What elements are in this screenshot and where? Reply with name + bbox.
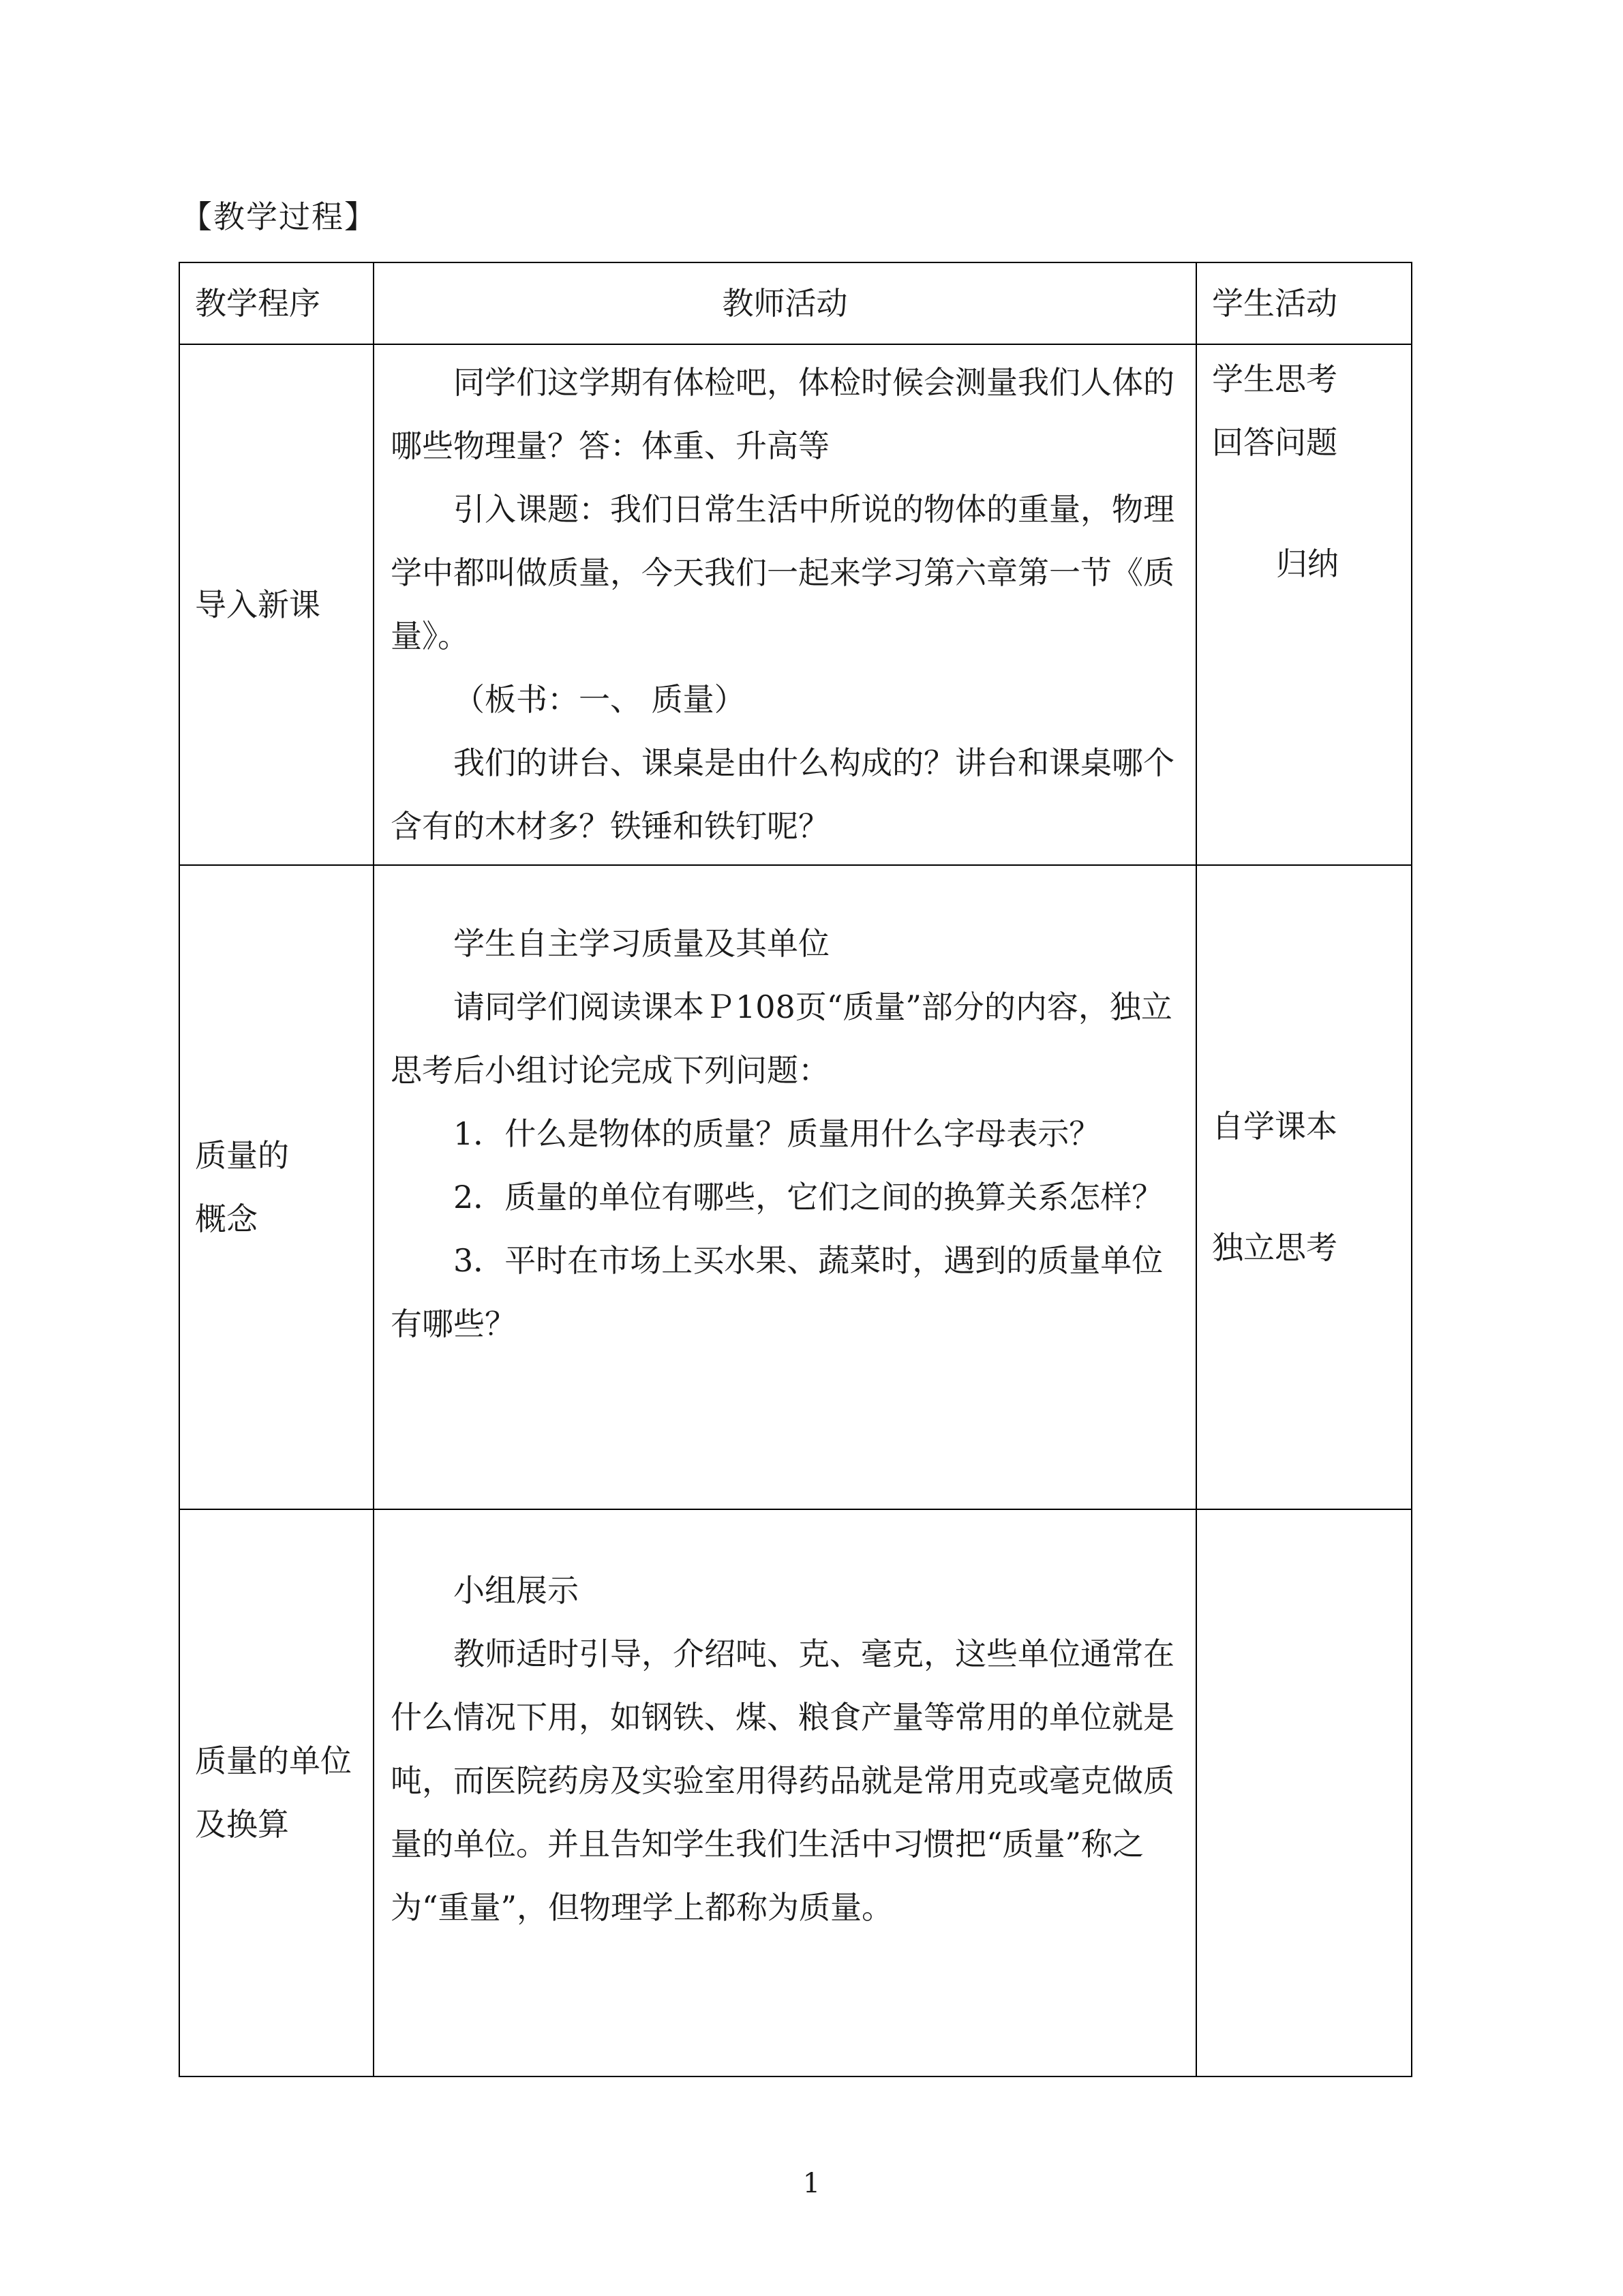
teacher-paragraph: 3．平时在市场上买水果、蔬菜时，遇到的质量单位有哪些？	[391, 1242, 1164, 1342]
student-activity-line: 自学课本	[1212, 1108, 1337, 1145]
stage-label: 质量的	[195, 1136, 289, 1174]
teacher-paragraph: 1．什么是物体的质量？质量用什么字母表示？	[453, 1115, 1101, 1152]
student-activity-line: 回答问题	[1212, 424, 1337, 461]
teacher-activity-cell	[374, 865, 1196, 1509]
student-activity-line: 归纳	[1276, 545, 1339, 582]
student-activity-cell	[1196, 344, 1412, 865]
stage-cell	[179, 344, 374, 865]
student-activity-cell	[1196, 1509, 1412, 2076]
student-activity-line: 独立思考	[1212, 1229, 1337, 1266]
teacher-activity-cell	[374, 1509, 1196, 2076]
teacher-paragraph: 引入课题：我们日常生活中所说的物体的重量，物理学中都叫做质量，今天我们一起来学习第六章第一节《质量》。	[391, 491, 1174, 654]
stage-cell	[179, 1509, 374, 2076]
stage-label: 导入新课	[195, 586, 320, 623]
teaching-process-table	[179, 262, 1412, 2077]
table-row	[179, 865, 1412, 1509]
teacher-paragraph: 请同学们阅读课本Ｐ108页“质量”部分的内容，独立思考后小组讨论完成下列问题：	[391, 988, 1172, 1089]
teacher-paragraph: 我们的讲台、课桌是由什么构成的？讲台和课桌哪个含有的木材多？铁锤和铁钉呢？	[391, 744, 1174, 845]
page-number: 1	[802, 2168, 821, 2199]
teacher-paragraph: 小组展示	[453, 1572, 579, 1609]
table-header-row	[179, 262, 1412, 344]
teacher-paragraph: 2．质量的单位有哪些，它们之间的换算关系怎样？	[453, 1179, 1164, 1215]
table-row	[179, 344, 1412, 865]
teacher-paragraph: （板书：一、 质量）	[453, 681, 746, 718]
teacher-activity-cell	[374, 344, 1196, 865]
stage-label: 及换算	[195, 1806, 289, 1843]
student-activity-line: 学生思考	[1212, 361, 1337, 397]
stage-label: 概念	[195, 1200, 258, 1237]
header-stage: 教学程序	[179, 262, 374, 344]
stage-cell	[179, 865, 374, 1509]
teacher-paragraph: 同学们这学期有体检吧，体检时候会测量我们人体的哪些物理量？答：体重、升高等	[391, 364, 1174, 464]
table-row	[179, 1509, 1412, 2076]
stage-label: 质量的单位	[195, 1742, 352, 1779]
header-student: 学生活动	[1196, 262, 1412, 344]
teacher-paragraph: 教师适时引导，介绍吨、克、毫克，这些单位通常在什么情况下用，如钢铁、煤、粮食产量等常用的单位就是吨，而医院药房及实验室用得药品就是常用克或毫克做质量的单位。并且告知学生我们生活中习惯把“质量”称之为“重量”，但物理学上都称为质量。	[391, 1635, 1174, 1926]
student-activity-cell	[1196, 865, 1412, 1509]
section-heading: 【教学过程】	[181, 198, 377, 235]
teacher-paragraph: 学生自主学习质量及其单位	[453, 925, 830, 962]
header-teacher: 教师活动	[374, 262, 1196, 344]
